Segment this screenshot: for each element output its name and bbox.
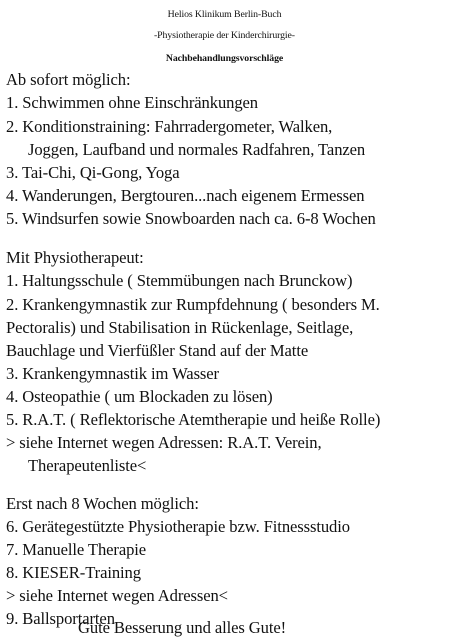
list-item-continuation: Joggen, Laufband und normales Radfahren, Tanzen xyxy=(28,140,366,159)
list-item: 1. Haltungsschule ( Stemmübungen nach Brunckow) xyxy=(6,271,353,290)
section-heading-after-8-weeks: Erst nach 8 Wochen möglich: xyxy=(6,494,199,513)
list-item: 2. Konditionstraining: Fahrradergometer, Walken, xyxy=(6,117,333,136)
list-item: 5. Windsurfen sowie Snowboarden nach ca. 6-8 Wochen xyxy=(6,209,376,228)
department-name: -Physiotherapie der Kinderchirurgie- xyxy=(154,30,295,41)
section-heading-immediate: Ab sofort möglich: xyxy=(6,70,131,89)
section-heading-physiotherapist: Mit Physiotherapeut: xyxy=(6,248,144,267)
list-item: 9. Ballsportarten xyxy=(6,609,115,628)
list-item: 6. Gerätegestützte Physiotherapie bzw. Fitnessstudio xyxy=(6,517,350,536)
list-item: 4. Wanderungen, Bergtouren...nach eigenem Ermessen xyxy=(6,186,365,205)
list-item: 5. R.A.T. ( Reflektorische Atemtherapie und heiße Rolle) xyxy=(6,410,381,429)
list-item: 3. Krankengymnastik im Wasser xyxy=(6,364,219,383)
closing-greeting: Gute Besserung und alles Gute! xyxy=(78,618,287,637)
list-note-continuation: Therapeutenliste< xyxy=(28,456,147,475)
list-item: 8. KIESER-Training xyxy=(6,563,141,582)
list-item-continuation: Bauchlage und Vierfüßler Stand auf der Matte xyxy=(6,341,309,360)
document-title: Nachbehandlungsvorschläge xyxy=(165,53,284,64)
list-item: 3. Tai-Chi, Qi-Gong, Yoga xyxy=(6,163,180,182)
list-note: > siehe Internet wegen Adressen: R.A.T. Verein, xyxy=(6,433,322,452)
clinic-name: Helios Klinikum Berlin-Buch xyxy=(167,9,282,20)
list-item-continuation: Pectoralis) und Stabilisation in Rückenlage, Seitlage, xyxy=(6,318,354,337)
list-item: 4. Osteopathie ( um Blockaden zu lösen) xyxy=(6,387,273,406)
list-item: 1. Schwimmen ohne Einschränkungen xyxy=(6,93,259,112)
list-item: 7. Manuelle Therapie xyxy=(6,540,147,559)
list-item: 2. Krankengymnastik zur Rumpfdehnung ( besonders M. xyxy=(6,295,380,314)
list-note: > siehe Internet wegen Adressen< xyxy=(6,586,228,605)
